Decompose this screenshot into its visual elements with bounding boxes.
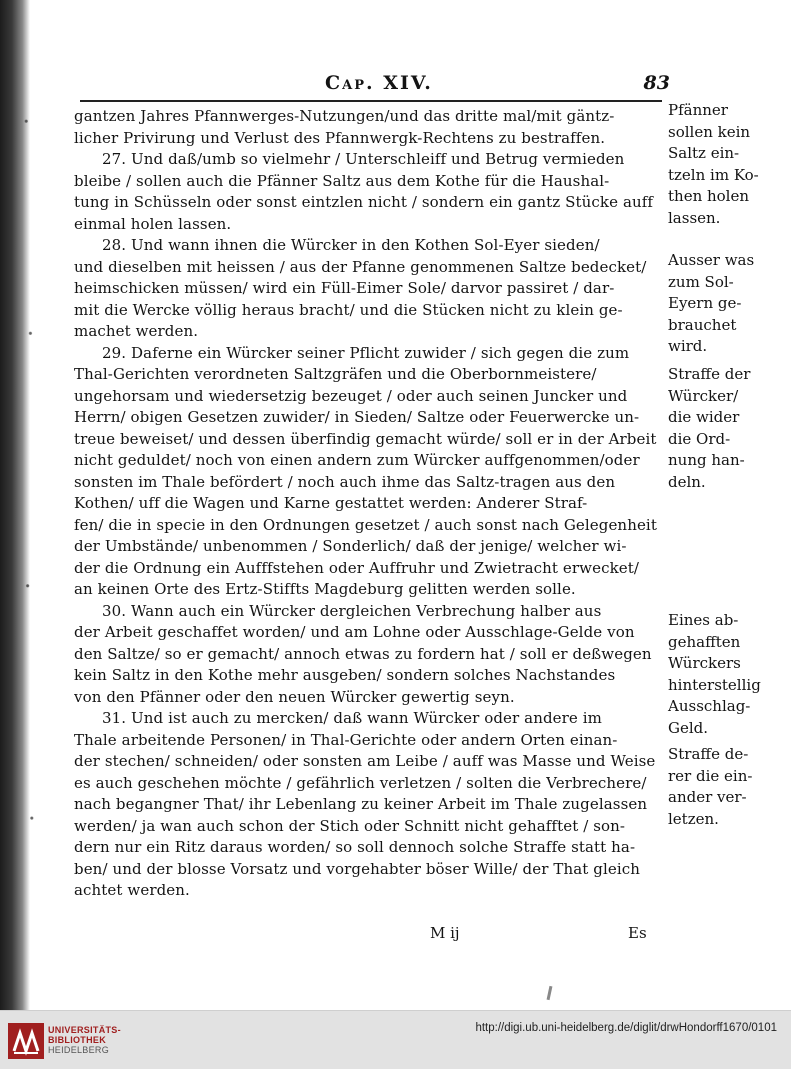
text-line: Herrn/ obigen Gesetzen zuwider/ in Sieden/ Saltze oder Feuerwercke un-	[74, 408, 640, 426]
text-line: 30. Wann auch ein Würcker dergleichen Verbrechung halber aus	[102, 601, 602, 620]
text-line: Thale arbeitende Personen/ in Thal-Gerichte oder andern Orten einan-	[74, 730, 618, 749]
binding-specks	[22, 0, 36, 1010]
library-name-line-3: HEIDELBERG	[48, 1045, 110, 1055]
text-line: ben/ und der blosse Vorsatz und vorgehabter böser Wille/ der That gleich	[74, 859, 640, 878]
margin-note	[668, 100, 778, 229]
text-line: Thal-Gerichten verordneten Saltzgräfen und die Oberbornmeistere/	[74, 365, 597, 383]
text-line: der Umbstände/ unbenommen / Sonderlich/ daß der jenige/ welcher wi-	[74, 537, 627, 555]
margin-note-line: Straffe de-	[668, 745, 749, 763]
text-line: nach begangner That/ ihr Lebenlang zu keiner Arbeit im Thale zugelassen	[74, 795, 648, 813]
text-line: tung in Schüsseln oder sonst eintzlen nicht / sondern ein gantz Stücke auff	[74, 193, 654, 211]
main-text-block	[74, 106, 664, 902]
margin-note-line: deln.	[668, 472, 706, 491]
text-line: heimschicken müssen/ wird ein Füll-Eimer Sole/ darvor passiret / dar-	[74, 279, 615, 297]
text-line: 29. Daferne ein Würcker seiner Pflicht zuwider / sich gegen die zum	[102, 343, 630, 362]
text-line: der Arbeit geschaffet worden/ und am Lohne oder Ausschlage-Gelde von	[74, 623, 635, 641]
margin-note-line: Saltz ein-	[668, 144, 740, 162]
chapter-title: Cap. XIV.	[325, 72, 433, 94]
text-line: werden/ ja wan auch schon der Stich oder Schnitt nicht gehafftet / son-	[74, 816, 626, 835]
text-line: kein Saltz in den Kothe mehr ausgeben/ sondern solches Nachstandes	[74, 666, 616, 684]
page-number: 83	[643, 72, 670, 94]
text-line: fen/ die in specie in den Ordnungen gesetzet / auch sonst nach Gelegenheit	[74, 515, 657, 534]
margin-note-line: ander ver-	[668, 788, 747, 806]
margin-note	[668, 250, 778, 358]
margin-note-line: letzen.	[668, 809, 719, 828]
text-line: machet werden.	[74, 322, 199, 340]
text-line: licher Privirung und Verlust des Pfannwergk-Rechtens zu bestraffen.	[74, 128, 606, 147]
text-line: bleibe / sollen auch die Pfänner Saltz aus dem Kothe für die Haushal-	[74, 171, 610, 190]
permalink-url[interactable]: http://digi.ub.uni-heidelberg.de/diglit/drwHondorff1670/0101	[475, 1022, 777, 1034]
margin-note-line: gehafften	[668, 632, 741, 651]
text-line: 31. Und ist auch zu mercken/ daß wann Würcker oder andere im	[102, 709, 602, 727]
catchword: Es	[628, 924, 647, 942]
margin-note-line: Ausschlag-	[668, 697, 751, 715]
margin-note-line: Würcker/	[668, 386, 739, 405]
margin-note-line: brauchet	[668, 315, 737, 334]
margin-note-line: zum Sol-	[668, 272, 734, 291]
margin-note-line: tzeln im Ko-	[668, 165, 759, 184]
margin-note-line: sollen kein	[668, 122, 751, 141]
margin-note-line: die wider	[668, 408, 740, 426]
text-line: einmal holen lassen.	[74, 214, 232, 233]
text-line: achtet werden.	[74, 881, 190, 899]
margin-note-line: Pfänner	[668, 101, 728, 119]
library-name-line-2: BIBLIOTHEK	[48, 1035, 106, 1045]
paper-speck	[547, 986, 553, 1000]
library-logo-icon[interactable]	[8, 1023, 44, 1059]
running-head	[80, 72, 670, 100]
text-line: Kothen/ uff die Wagen und Karne gestattet werden: Anderer Straf-	[74, 494, 588, 512]
margin-note-line: Ausser was	[668, 251, 755, 269]
footer-bar	[0, 1010, 791, 1069]
text-line: den Saltze/ so er gemacht/ annoch etwas zu fordern hat / soll er deßwegen	[74, 644, 652, 663]
margin-note-line: Geld.	[668, 718, 709, 737]
text-line: 27. Und daß/umb so vielmehr / Unterschleiff und Betrug vermieden	[102, 150, 625, 168]
text-line: gantzen Jahres Pfannwerges-Nutzungen/und das dritte mal/mit gäntz-	[74, 107, 615, 125]
margin-note-line: die Ord-	[668, 429, 731, 448]
text-line: treue beweiset/ und dessen überfindig gemacht würde/ soll er in der Arbeit	[74, 429, 657, 448]
library-name-line-1: UNIVERSITÄTS-	[48, 1025, 121, 1035]
margin-note-line: lassen.	[668, 208, 721, 227]
text-line: es auch geschehen möchte / gefährlich verletzen / solten die Verbrechere/	[74, 773, 647, 792]
margin-note	[668, 364, 778, 493]
library-name[interactable]	[48, 1025, 121, 1055]
text-line: sonsten im Thale befördert / noch auch ihme das Saltz-tragen aus den	[74, 472, 616, 491]
text-line: der stechen/ schneiden/ oder sonsten am Leibe / auff was Masse und Weise	[74, 752, 656, 770]
margin-note-line: rer die ein-	[668, 766, 753, 785]
text-line: 28. Und wann ihnen die Würcker in den Kothen Sol-Eyer sieden/	[102, 236, 600, 254]
text-line: dern nur ein Ritz daraus worden/ so soll dennoch solche Straffe statt ha-	[74, 838, 636, 856]
margin-note-line: nung han-	[668, 451, 745, 469]
text-line: mit die Wercke völlig heraus bracht/ und die Stücken nicht zu klein ge-	[74, 300, 623, 319]
text-line: der die Ordnung ein Aufffstehen oder Auffruhr und Zwietracht erwecket/	[74, 558, 640, 577]
signature-mark: M ij	[430, 924, 460, 942]
margin-note	[668, 610, 778, 739]
margin-note-line: then holen	[668, 187, 750, 205]
margin-note-line: Eyern ge-	[668, 294, 742, 312]
text-line: von den Pfänner oder den neuen Würcker gewertig seyn.	[74, 687, 515, 706]
text-line: ungehorsam und wiedersetzig bezeuget / oder auch seinen Juncker und	[74, 386, 628, 405]
margin-note-line: Straffe der	[668, 365, 751, 383]
text-line: nicht geduldet/ noch von einen andern zum Würcker auffgenommen/oder	[74, 451, 640, 469]
margin-note-line: Eines ab-	[668, 611, 739, 629]
text-line: und dieselben mit heissen / aus der Pfanne genommenen Saltze bedecket/	[74, 257, 647, 276]
margin-note-line: hinterstellig	[668, 675, 761, 694]
margin-note	[668, 744, 778, 830]
text-line: an keinen Orte des Ertz-Stiffts Magdeburg gelitten werden solle.	[74, 580, 576, 598]
header-rule	[80, 100, 662, 102]
margin-note-line: wird.	[668, 337, 708, 355]
margin-note-line: Würckers	[668, 654, 741, 672]
